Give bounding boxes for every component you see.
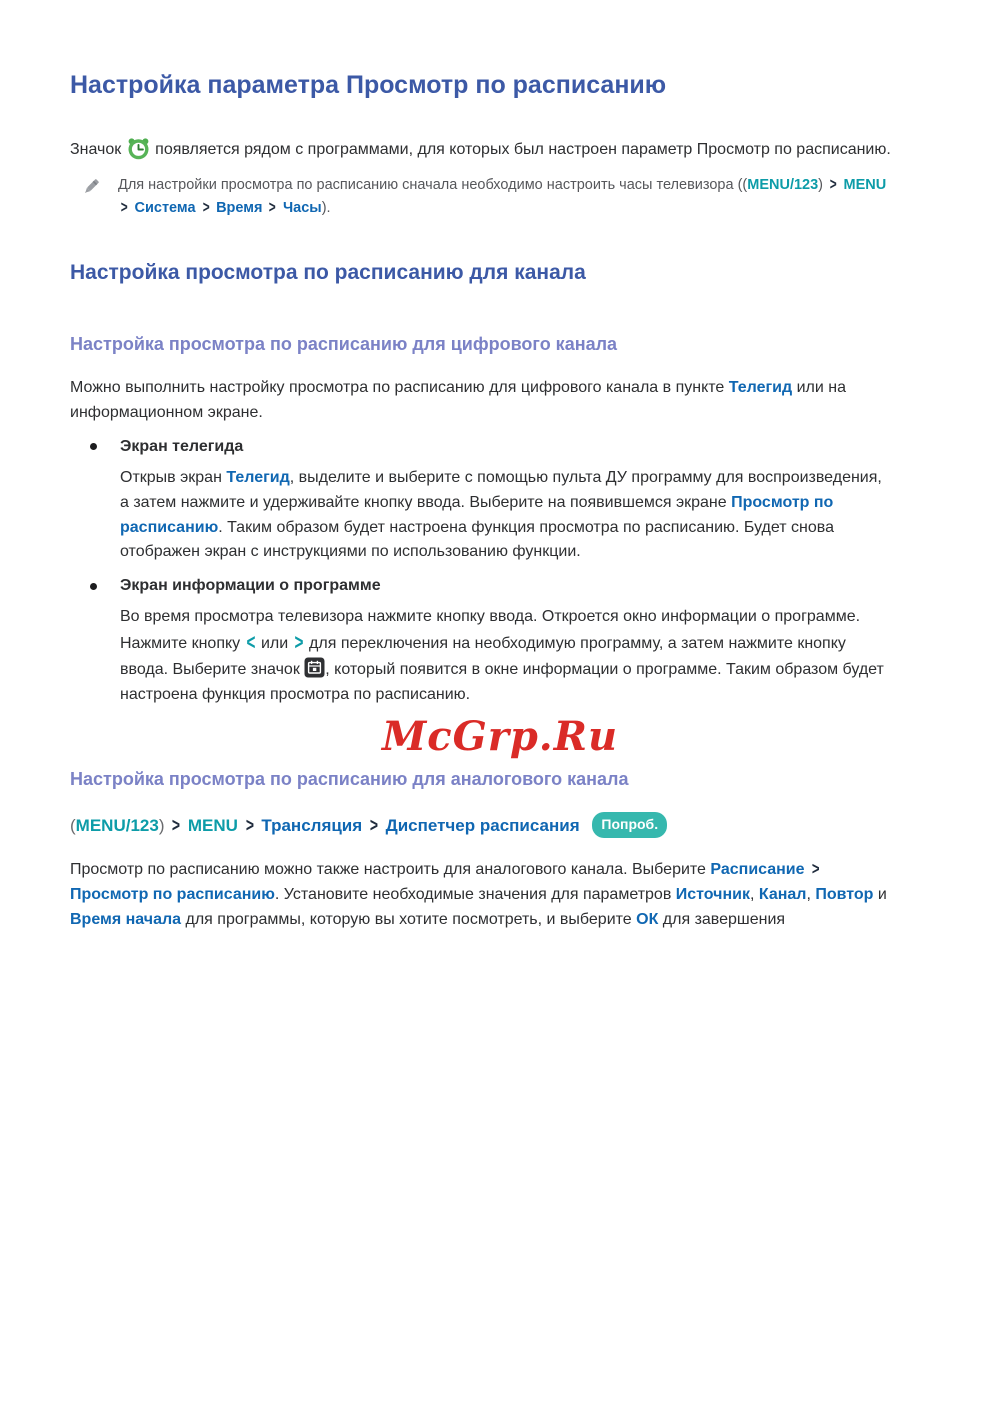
bullet-item-guide-screen	[70, 438, 930, 565]
text-run: для программы, которую вы хотите посмотреть, и выберите	[181, 911, 637, 929]
chevron-separator: >	[120, 199, 128, 218]
watermark: McGrp.Ru	[381, 713, 619, 761]
pencil-icon	[80, 174, 104, 220]
text-link[interactable]: Источник	[675, 886, 750, 904]
chevron-separator: >	[202, 199, 210, 218]
bullet-title: Экран телегида	[120, 437, 244, 455]
text-link[interactable]: Диспетчер расписания	[385, 815, 580, 835]
text-run	[238, 816, 243, 835]
text-link[interactable]: MENU	[187, 815, 238, 835]
chevron-separator: >	[811, 860, 820, 880]
text-run: . Таким образом будет настроена функция просмотра по расписанию. Будет снова	[218, 518, 834, 536]
bullet-marker	[90, 443, 97, 450]
text-run: , который появится в окне информации о программе. Таким образом будет	[325, 660, 884, 678]
text-run: настроена функция просмотра по расписанию.	[120, 685, 471, 703]
text-link[interactable]: расписанию	[120, 518, 219, 536]
clock-icon	[126, 136, 151, 162]
text-link[interactable]: Часы	[282, 200, 322, 217]
text-run: информационном экране.	[70, 403, 263, 421]
menu-path-segments	[70, 816, 580, 835]
bullet-title: Экран информации о программе	[120, 577, 381, 595]
text-run: для завершения	[658, 911, 786, 929]
chevron-separator: >	[269, 199, 277, 218]
text-link[interactable]: Система	[134, 200, 196, 217]
bullet-heading	[70, 438, 930, 456]
subsection-heading-digital: Настройка просмотра по расписанию для цифрового канала	[70, 333, 618, 354]
text-link[interactable]: Время	[216, 200, 263, 217]
text-link[interactable]: Трансляция	[261, 815, 363, 835]
text-run: Значок	[70, 141, 126, 158]
text-run	[196, 200, 200, 216]
text-link[interactable]: MENU/123	[747, 177, 819, 193]
text-link[interactable]: Повтор	[815, 886, 874, 904]
note-text	[118, 174, 886, 220]
text-run	[805, 861, 809, 878]
bullet-heading	[70, 577, 930, 595]
chevron-separator: >	[829, 175, 837, 194]
text-run	[362, 816, 367, 835]
text-run	[262, 200, 266, 216]
text-run: Нажмите кнопку	[120, 634, 245, 652]
chevron-separator: >	[294, 630, 304, 655]
text-run: )	[818, 177, 828, 193]
subsection-heading-analog: Настройка просмотра по расписанию для аналогового канала	[70, 769, 629, 790]
text-run: Просмотр по расписанию можно также настроить для аналогового канала. Выберите	[70, 861, 711, 879]
text-link[interactable]: Просмотр по	[731, 493, 834, 511]
digital-intro-paragraph	[70, 376, 930, 426]
menu-path	[70, 812, 930, 839]
text-run: для переключения на необходимую программу, а затем нажмите кнопку	[304, 634, 846, 652]
text-link[interactable]: Телегид	[226, 468, 290, 486]
text-run: и	[873, 886, 887, 904]
text-run: или на	[792, 379, 846, 397]
text-run: (	[70, 815, 76, 835]
text-run: отображен экран с инструкциями по использованию функции.	[120, 543, 581, 561]
text-run: ).	[321, 200, 331, 217]
text-run: Можно выполнить настройку просмотра по расписанию для цифрового канала в пункте	[70, 379, 729, 397]
section-heading-channel: Настройка просмотра по расписанию для канала	[70, 261, 586, 285]
text-link[interactable]: Канал	[758, 886, 807, 904]
bullet-body	[120, 466, 930, 565]
analog-paragraph	[70, 858, 930, 933]
text-run: . Установите необходимые значения для параметров	[274, 886, 676, 904]
text-run: ,	[806, 886, 816, 904]
text-run: ,	[749, 886, 759, 904]
text-run: )	[158, 815, 170, 835]
text-run: Открыв экран	[120, 468, 227, 486]
bullet-item-program-info-screen	[70, 577, 930, 707]
text-link[interactable]: MENU	[843, 177, 887, 193]
page-title: Настройка параметра Просмотр по расписанию	[70, 71, 667, 99]
text-run: , выделите и выберите с помощью пульта ДУ программу для воспроизведения,	[289, 468, 882, 486]
text-run: а затем нажмите и удерживайте кнопку ввода. Выберите на появившемся экране	[120, 493, 732, 511]
text-run: появляется рядом с программами, для которых был настроен параметр Просмотр по расписанию.	[150, 141, 891, 158]
text-link[interactable]: Просмотр по расписанию	[70, 886, 275, 904]
note-block	[70, 174, 930, 220]
text-link[interactable]: Расписание	[710, 861, 805, 879]
text-link[interactable]: Время начала	[70, 911, 182, 929]
bullet-body	[120, 605, 930, 707]
chevron-separator: >	[172, 814, 181, 836]
text-link[interactable]: ОК	[636, 911, 659, 929]
text-run: Во время просмотра телевизора нажмите кнопку ввода. Откроется окно информации о программе.	[120, 608, 861, 626]
schedule-icon	[304, 657, 325, 683]
chevron-separator: <	[246, 630, 256, 655]
chevron-separator: >	[245, 814, 254, 836]
text-run: ввода. Выберите значок	[120, 660, 305, 678]
text-run: или	[256, 634, 293, 652]
bullet-marker	[90, 583, 97, 590]
try-now-badge[interactable]: Попроб.	[592, 812, 667, 838]
text-link[interactable]: MENU/123	[75, 815, 159, 835]
chevron-separator: >	[369, 814, 378, 836]
text-run: Для настройки просмотра по расписанию сначала необходимо настроить часы телевизора ((	[118, 177, 748, 193]
schedule-icon-description	[70, 136, 930, 162]
text-link[interactable]: Телегид	[728, 379, 793, 397]
